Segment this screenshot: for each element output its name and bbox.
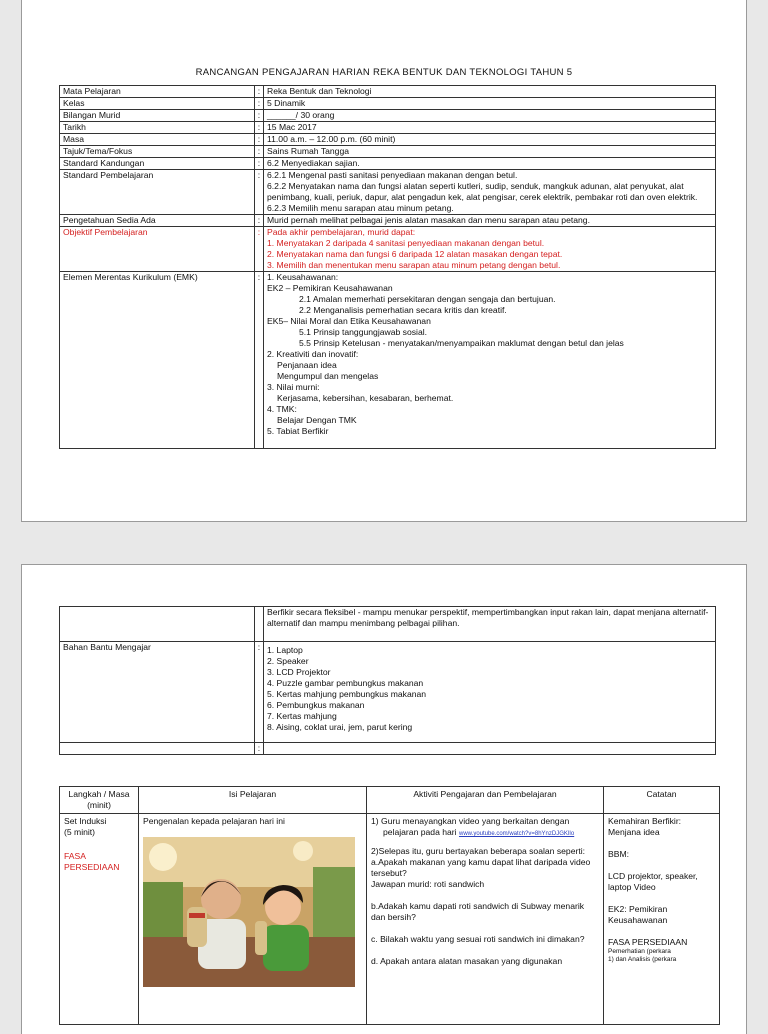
separator: :: [255, 642, 264, 743]
document-page-2: [21, 564, 747, 1034]
label-class: Kelas: [60, 98, 255, 110]
row-students: [60, 110, 716, 122]
value-prior-knowledge: Murid pernah melihat pelbagai jenis alatan masakan dan menu sarapan atau petang.: [264, 215, 716, 227]
separator: :: [255, 272, 264, 449]
label-prior-knowledge: Pengetahuan Sedia Ada: [60, 215, 255, 227]
content-cell: [139, 814, 367, 1025]
learning-standard-line: 6.2.2 Menyatakan nama dan fungsi alatan seperti kutleri, sudip, senduk, mangkuk adunan, alat penyukat, alat penimbang, kuali, periuk, dapur, alat pengadun kek, alat pengisar, cerek elektrik, pembakar roti dan oven elektrik.: [267, 181, 698, 202]
objective-item: 1. Menyatakan 2 daripada 4 sanitasi penyediaan makanan dengan betul.: [267, 238, 545, 248]
emk-line: 4. TMK:: [267, 404, 297, 414]
header-activity: Aktiviti Pengajaran dan Pembelajaran: [367, 787, 604, 814]
step-time: (5 minit): [64, 827, 96, 837]
notes-phase: FASA PERSEDIAAN: [608, 937, 688, 947]
empty-value: [264, 743, 716, 755]
value-topic: Sains Rumah Tangga: [264, 146, 716, 158]
notes-bbm-items: LCD projektor, speaker, laptop Video: [608, 871, 698, 892]
objective-item: 2. Menyatakan nama dan fungsi 6 daripada 12 alatan masakan dengan tepat.: [267, 249, 563, 259]
activity-2d: d. Apakah antara alatan masakan yang digunakan: [371, 956, 563, 966]
step-phase: FASA PERSEDIAAN: [64, 851, 120, 872]
emk-line: Mengumpul dan mengelas: [277, 371, 379, 381]
material-item: 2. Speaker: [267, 656, 309, 666]
activity-1: [371, 816, 599, 838]
material-item: 1. Laptop: [267, 645, 303, 655]
document-page-1: [21, 0, 747, 522]
value-content-standard: 6.2 Menyediakan sajian.: [264, 158, 716, 170]
value-materials: [264, 642, 716, 743]
material-item: 3. LCD Projektor: [267, 667, 331, 677]
separator: :: [255, 743, 264, 755]
header-notes: Catatan: [604, 787, 720, 814]
material-item: 4. Puzzle gambar pembungkus makanan: [267, 678, 424, 688]
row-materials: [60, 642, 716, 743]
activity-1-text: 1) Guru menayangkan video yang berkaitan dengan pelajaran pada hari: [371, 816, 570, 837]
activity-2a: a.Apakah makanan yang kamu dapat lihat daripada video tersebut?: [371, 857, 591, 878]
emk-line: EK5– Nilai Moral dan Etika Keusahawanan: [267, 316, 431, 326]
empty-label: [60, 743, 255, 755]
material-item: 6. Pembungkus makanan: [267, 700, 365, 710]
notes-bbm: BBM:: [608, 849, 630, 859]
notes-ek: EK2: Pemikiran Keusahawanan: [608, 904, 668, 925]
activity-cell: [367, 814, 604, 1025]
notes-small-1: Pemerhatian (perkara: [608, 948, 671, 955]
label-time: Masa: [60, 134, 255, 146]
row-empty: [60, 743, 716, 755]
value-learning-standard: [264, 170, 716, 215]
activity-2a-answer: Jawapan murid: roti sandwich: [371, 879, 485, 889]
value-objective: [264, 227, 716, 272]
separator: :: [255, 227, 264, 272]
value-subject: Reka Bentuk dan Teknologi: [264, 86, 716, 98]
emk-line: 2. Kreativiti dan inovatif:: [267, 349, 359, 359]
header-step: Langkah / Masa (minit): [60, 787, 139, 814]
emk-line: 2.2 Menganalisis pemerhatian secara kritis dan kreatif.: [299, 305, 507, 315]
separator: :: [255, 146, 264, 158]
row-emk-continued: [60, 607, 716, 642]
separator: :: [255, 122, 264, 134]
row-time: [60, 134, 716, 146]
header-content: Isi Pelajaran: [139, 787, 367, 814]
material-item: 7. Kertas mahjung: [267, 711, 337, 721]
separator: :: [255, 86, 264, 98]
notes-skill: Kemahiran Berfikir: Menjana idea: [608, 816, 682, 837]
separator: :: [255, 110, 264, 122]
lesson-info-table-continued: [59, 606, 716, 755]
document-title: RANCANGAN PENGAJARAN HARIAN REKA BENTUK DAN TEKNOLOGI TAHUN 5: [195, 67, 573, 78]
notes-small-2: 1) dan Analisis (perkara: [608, 956, 677, 963]
value-emk-continued: Berfikir secara fleksibel - mampu menukar perspektif, mempertimbangkan input rakan lain, dapat menjana alternatif-alternatif dan mampu menimbang pelbagai pilihan.: [264, 607, 716, 642]
material-item: 5. Kertas mahjung pembungkus makanan: [267, 689, 427, 699]
empty-label: [60, 607, 255, 642]
activity-2b: b.Adakah kamu dapati roti sandwich di Subway menarik dan bersih?: [371, 901, 585, 922]
separator: :: [255, 134, 264, 146]
row-learning-standard: [60, 170, 716, 215]
row-topic: [60, 146, 716, 158]
step-title: Set Induksi: [64, 816, 107, 826]
value-students: ______/ 30 orang: [264, 110, 716, 122]
separator: :: [255, 170, 264, 215]
emk-line: EK2 – Pemikiran Keusahawanan: [267, 283, 393, 293]
step-cell: [60, 814, 139, 1025]
separator: :: [255, 215, 264, 227]
value-time: 11.00 a.m. – 12.00 p.m. (60 minit): [264, 134, 716, 146]
emk-line: 5. Tabiat Berfikir: [267, 426, 329, 436]
label-subject: Mata Pelajaran: [60, 86, 255, 98]
objective-intro: Pada akhir pembelajaran, murid dapat:: [267, 227, 416, 237]
value-emk: [264, 272, 716, 449]
row-prior-knowledge: [60, 215, 716, 227]
sandwich-video-image: [143, 837, 355, 987]
value-date: 15 Mac 2017: [264, 122, 716, 134]
video-link[interactable]: www.youtube.com/watch?v=8hYnzDJGKlIo: [458, 831, 575, 837]
emk-line: 5.1 Prinsip tanggungjawab sosial.: [299, 327, 428, 337]
content-text: Pengenalan kepada pelajaran hari ini: [143, 816, 285, 826]
separator: :: [255, 98, 264, 110]
lesson-info-table: [59, 85, 716, 449]
label-materials: Bahan Bantu Mengajar: [60, 642, 255, 743]
emk-line: Belajar Dengan TMK: [277, 415, 357, 425]
label-topic: Tajuk/Tema/Fokus: [60, 146, 255, 158]
label-date: Tarikh: [60, 122, 255, 134]
row-objective: [60, 227, 716, 272]
label-content-standard: Standard Kandungan: [60, 158, 255, 170]
row-content-standard: [60, 158, 716, 170]
learning-standard-line: 6.2.3 Memilih menu sarapan atau minum petang.: [267, 203, 454, 213]
material-item: 8. Aising, coklat urai, jem, parut kering: [267, 722, 413, 732]
row-class: [60, 98, 716, 110]
sandwich-video-image-svg: [143, 837, 355, 987]
empty-separator: [255, 607, 264, 642]
notes-cell: [604, 814, 720, 1025]
emk-line: 1. Keusahawanan:: [267, 272, 339, 282]
row-date: [60, 122, 716, 134]
activity-2: 2)Selepas itu, guru bertayakan beberapa soalan seperti:: [371, 846, 586, 856]
activity-2c: c. Bilakah waktu yang sesuai roti sandwich ini dimakan?: [371, 934, 585, 944]
label-learning-standard: Standard Pembelajaran: [60, 170, 255, 215]
emk-line: Kerjasama, kebersihan, kesabaran, berhemat.: [277, 393, 454, 403]
emk-line: 3. Nilai murni:: [267, 382, 320, 392]
row-subject: [60, 86, 716, 98]
objective-item: 3. Memilih dan menentukan menu sarapan atau minum petang dengan betul.: [267, 260, 561, 270]
label-emk: Elemen Merentas Kurikulum (EMK): [60, 272, 255, 449]
emk-line: 5.5 Prinsip Ketelusan - menyatakan/menyampaikan maklumat dengan betul dan jelas: [299, 338, 624, 348]
label-students: Bilangan Murid: [60, 110, 255, 122]
label-objective: Objektif Pembelajaran: [60, 227, 255, 272]
lesson-steps-table: [59, 786, 720, 1025]
learning-standard-line: 6.2.1 Mengenal pasti sanitasi penyediaan makanan dengan betul.: [267, 170, 518, 180]
row-emk: [60, 272, 716, 449]
value-class: 5 Dinamik: [264, 98, 716, 110]
separator: :: [255, 158, 264, 170]
emk-line: Penjanaan idea: [277, 360, 337, 370]
lesson-step-row: [60, 814, 720, 1025]
lesson-table-header: [60, 787, 720, 814]
emk-line: 2.1 Amalan memerhati persekitaran dengan sengaja dan bertujuan.: [299, 294, 556, 304]
